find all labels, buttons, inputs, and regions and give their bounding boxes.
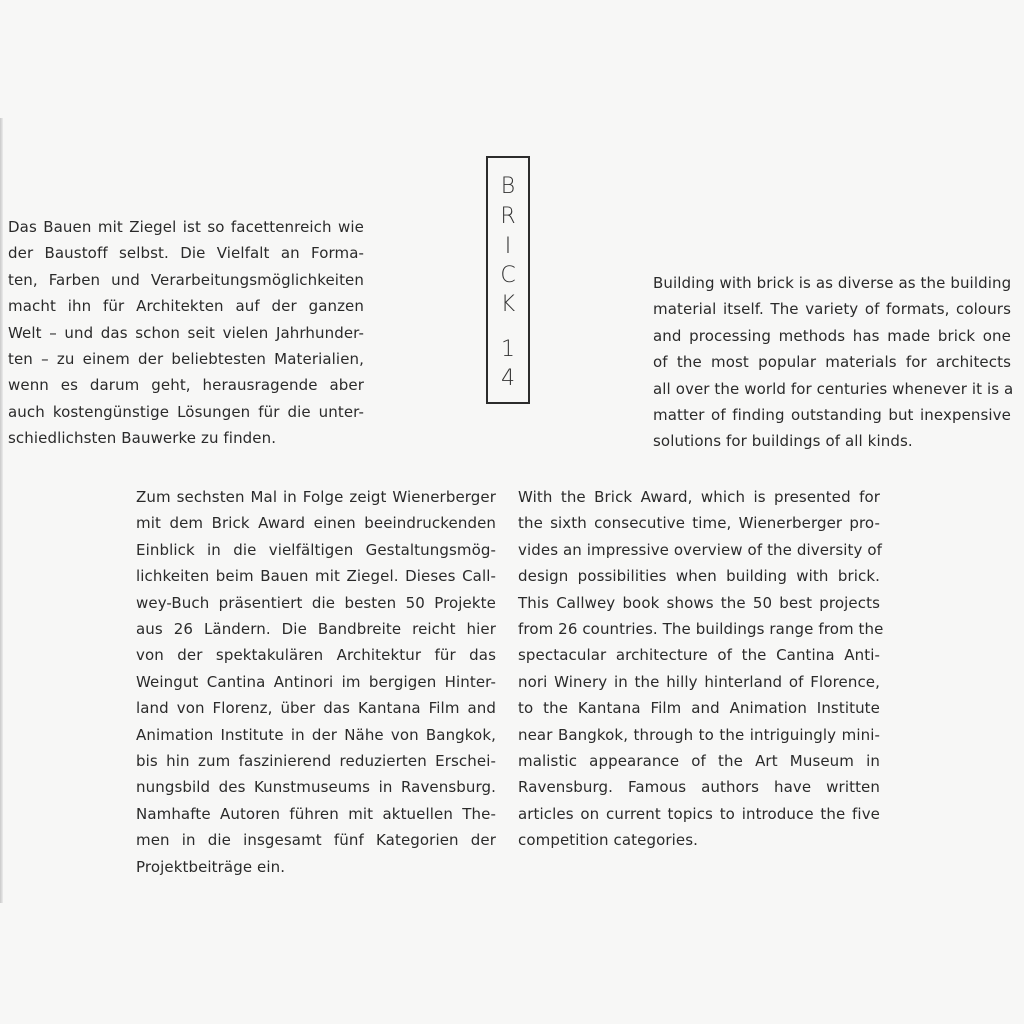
logo-digit-4: 4	[501, 366, 515, 391]
logo-letter-c: C	[500, 263, 516, 288]
text-line: wey-Buch präsentiert die besten 50 Projekte	[136, 593, 496, 612]
text-line: der Baustoff selbst. Die Vielfalt an Forma-	[8, 244, 364, 263]
text-line: Welt – und das schon seit vielen Jahrhunder-	[8, 323, 364, 342]
text-line: solutions for buildings of all kinds.	[653, 432, 913, 451]
text-line: Zum sechsten Mal in Folge zeigt Wienerberger	[136, 488, 496, 506]
text-line: nungsbild des Kunstmuseums in Ravensburg.	[136, 778, 496, 797]
text-line: With the Brick Award, which is presented for	[518, 488, 880, 506]
text-line: competition categories.	[518, 831, 699, 850]
text-line: Projektbeiträge ein.	[136, 857, 286, 876]
brick-14-logo	[486, 156, 530, 404]
text-line: of the most popular materials for architects	[653, 353, 1011, 372]
text-line: to the Kantana Film and Animation Institute	[518, 699, 880, 718]
text-line: macht ihn für Architekten auf der ganzen	[8, 297, 364, 316]
logo-letter-i: I	[504, 234, 512, 259]
text-line: matter of finding outstanding but inexpensive	[653, 406, 1011, 425]
text-line: Animation Institute in der Nähe von Bangkok,	[136, 725, 496, 744]
text-line: aus 26 Ländern. Die Bandbreite reicht hier	[136, 620, 496, 639]
text-line: schiedlichsten Bauwerke zu finden.	[8, 429, 277, 448]
text-line: design possibilities when building with brick.	[518, 567, 880, 586]
text-line: land von Florenz, über das Kantana Film and	[136, 699, 496, 718]
text-line: Namhafte Autoren führen mit aktuellen The-	[136, 804, 496, 823]
german-main-paragraph	[136, 484, 496, 880]
text-line: Weingut Cantina Antinori im bergigen Hinter-	[136, 672, 496, 691]
text-line: malistic appearance of the Art Museum in	[518, 752, 880, 771]
german-intro-paragraph	[8, 214, 364, 452]
english-main-paragraph	[518, 484, 884, 854]
text-line: This Callwey book shows the 50 best projects	[518, 593, 880, 612]
text-line: men in die insgesamt fünf Kategorien der	[136, 831, 496, 850]
text-line: near Bangkok, through to the intriguingly mini-	[518, 725, 880, 744]
text-line: ten – zu einem der beliebtesten Materialien,	[8, 350, 364, 369]
text-line: and processing methods has made brick one	[653, 326, 1011, 345]
text-line: bis hin zum faszinierend reduzierten Erschei-	[136, 752, 496, 771]
logo-letter-k: K	[500, 292, 516, 317]
logo-letter-r: R	[500, 204, 516, 229]
text-line: Das Bauen mit Ziegel ist so facettenreich wie	[8, 218, 364, 236]
text-line: Einblick in die vielfältigen Gestaltungsmög-	[136, 540, 496, 559]
text-line: nori Winery in the hilly hinterland of Florence,	[518, 672, 880, 691]
text-line: wenn es darum geht, herausragende aber	[8, 376, 364, 395]
text-line: the sixth consecutive time, Wienerberger pro-	[518, 514, 880, 533]
text-line: lichkeiten beim Bauen mit Ziegel. Dieses Call-	[136, 567, 496, 586]
text-line: from 26 countries. The buildings range from the	[518, 620, 884, 639]
text-line: Ravensburg. Famous authors have written	[518, 778, 880, 797]
page-edge-shadow	[0, 118, 3, 903]
text-line: auch kostengünstige Lösungen für die unter-	[8, 402, 364, 421]
text-line: ten, Farben und Verarbeitungsmöglichkeiten	[8, 270, 364, 289]
text-line: all over the world for centuries whenever it is a	[653, 379, 1014, 398]
text-line: mit dem Brick Award einen beeindruckenden	[136, 514, 496, 533]
logo-letter-b: B	[500, 174, 516, 199]
text-line: vides an impressive overview of the diversity of	[518, 540, 882, 559]
text-line: material itself. The variety of formats, colours	[653, 300, 1011, 319]
text-line: Building with brick is as diverse as the building	[653, 274, 1012, 292]
text-line: articles on current topics to introduce the five	[518, 804, 880, 823]
logo-digit-1: 1	[501, 337, 515, 362]
text-line: spectacular architecture of the Cantina Anti-	[518, 646, 880, 665]
text-line: von der spektakulären Architektur für das	[136, 646, 496, 665]
english-intro-paragraph	[653, 270, 1014, 455]
